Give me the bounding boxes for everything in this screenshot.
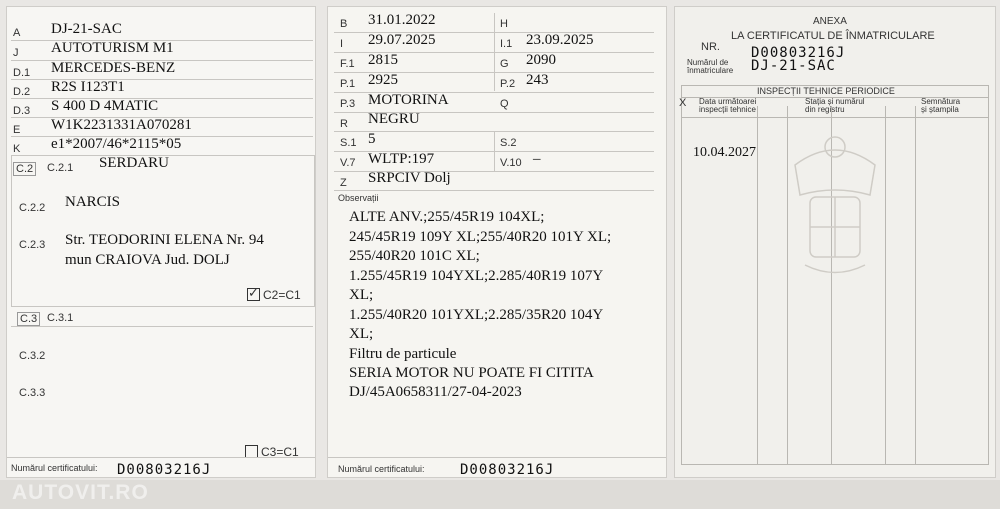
field-g-code: G bbox=[500, 58, 509, 70]
field-c22-value: NARCIS bbox=[65, 194, 121, 210]
field-c22-code: C.2.2 bbox=[19, 202, 46, 214]
field-c33-code: C.3.3 bbox=[19, 387, 46, 399]
field-c23-line2: mun CRAIOVA Jud. DOLJ bbox=[65, 252, 230, 268]
field-d1-code: D.1 bbox=[13, 67, 31, 79]
c3-equals-c1-label: C3=C1 bbox=[261, 445, 299, 459]
observation-line: XL; bbox=[349, 326, 374, 342]
col-next-date-header-1: Data următoarei bbox=[699, 97, 757, 106]
field-c23-line1: Str. TEODORINI ELENA Nr. 94 bbox=[65, 232, 264, 248]
row-divider bbox=[328, 457, 666, 458]
inspection-section-title: INSPECȚII TEHNICE PERIODICE bbox=[757, 86, 895, 96]
field-c21-code: C.2.1 bbox=[47, 162, 74, 174]
registration-middle-page bbox=[327, 6, 667, 478]
field-p2-code: P.2 bbox=[500, 78, 516, 90]
annex-nr-label: NR. bbox=[701, 41, 720, 53]
field-p2-value: 243 bbox=[526, 72, 549, 88]
field-k-value: e1*2007/46*2115*05 bbox=[51, 136, 182, 152]
field-j-value: AUTOTURISM M1 bbox=[51, 40, 174, 56]
annex-nr-value: D00803216J bbox=[751, 45, 846, 61]
field-z-code: Z bbox=[340, 177, 347, 189]
field-v7-code: V.7 bbox=[340, 157, 356, 169]
field-d2-code: D.2 bbox=[13, 86, 31, 98]
field-p1-code: P.1 bbox=[340, 78, 356, 90]
x-label: X bbox=[679, 97, 687, 109]
field-f1-code: F.1 bbox=[340, 58, 355, 70]
observation-line: 1.255/45R19 104YXL;2.285/40R19 107Y bbox=[349, 268, 604, 284]
field-d2-value: R2S I123T1 bbox=[51, 79, 125, 95]
observation-line: SERIA MOTOR NU POATE FI CITITA bbox=[349, 365, 594, 381]
annex-heading: ANEXA bbox=[813, 16, 847, 27]
row-divider bbox=[7, 457, 315, 458]
field-r-value: NEGRU bbox=[368, 111, 420, 127]
field-b-code: B bbox=[340, 18, 348, 30]
field-c31-code: C.3.1 bbox=[47, 312, 74, 324]
field-i-value: 29.07.2025 bbox=[368, 32, 436, 48]
certificate-number-value: D00803216J bbox=[460, 462, 555, 478]
certificate-number-label: Numărul certificatului: bbox=[11, 463, 98, 473]
field-v10-code: V.10 bbox=[500, 157, 522, 169]
holder-section-c2 bbox=[11, 155, 315, 307]
observations-label: Observații bbox=[338, 193, 379, 203]
checkbox-icon bbox=[247, 285, 260, 301]
table-line bbox=[681, 117, 989, 118]
certificate-number-label: Numărul certificatului: bbox=[338, 464, 425, 474]
field-d3-value: S 400 D 4MATIC bbox=[51, 98, 159, 114]
bottom-strip bbox=[0, 480, 1000, 509]
col-next-date-header-2: inspecții tehnice bbox=[699, 105, 756, 114]
field-v10-value: – bbox=[533, 151, 541, 167]
annex-technical-inspections bbox=[674, 6, 996, 478]
field-d1-value: MERCEDES-BENZ bbox=[51, 60, 176, 76]
field-a-value: DJ-21-SAC bbox=[51, 21, 122, 37]
annex-title: LA CERTIFICATUL DE ÎNMATRICULARE bbox=[731, 30, 935, 42]
field-p3-value: MOTORINA bbox=[368, 92, 449, 108]
field-g-value: 2090 bbox=[526, 52, 556, 68]
coat-of-arms-watermark-icon bbox=[775, 125, 895, 285]
col-signature-header-2: și ștampila bbox=[921, 105, 959, 114]
field-c32-code: C.3.2 bbox=[19, 350, 46, 362]
field-a-code: A bbox=[13, 27, 21, 39]
field-p3-code: P.3 bbox=[340, 98, 356, 110]
col-signature-header-1: Semnătura bbox=[921, 97, 961, 106]
field-s1-value: 5 bbox=[368, 131, 376, 147]
col-station-header-2: din registru bbox=[805, 105, 845, 114]
c2-equals-c1-checkbox bbox=[247, 285, 301, 302]
field-c23-code: C.2.3 bbox=[19, 239, 46, 251]
observation-line: Filtru de particule bbox=[349, 346, 457, 362]
column-divider bbox=[494, 13, 495, 91]
next-inspection-date: 10.04.2027 bbox=[693, 145, 756, 160]
field-e-value: W1K2231331A070281 bbox=[51, 117, 192, 133]
field-p1-value: 2925 bbox=[368, 72, 398, 88]
certificate-number-value: D00803216J bbox=[117, 462, 212, 478]
field-i1-value: 23.09.2025 bbox=[526, 32, 594, 48]
field-c21-value: SERDARU bbox=[99, 155, 170, 171]
field-c2-code: C.2 bbox=[13, 162, 36, 176]
row-divider bbox=[334, 190, 654, 191]
field-j-code: J bbox=[13, 47, 19, 59]
field-e-code: E bbox=[13, 124, 21, 136]
field-b-value: 31.01.2022 bbox=[368, 12, 436, 28]
col-station-header-1: Stația și numărul bbox=[805, 97, 865, 106]
c2-equals-c1-label: C2=C1 bbox=[263, 288, 301, 302]
field-z-value: SRPCIV Dolj bbox=[368, 170, 451, 186]
field-f1-value: 2815 bbox=[368, 52, 398, 68]
annex-plate-value: DJ-21-SAC bbox=[751, 58, 836, 74]
plate-label-line1: Numărul de bbox=[687, 58, 729, 67]
row-divider bbox=[11, 326, 313, 327]
observation-line: 1.255/40R20 101YXL;2.285/35R20 104Y bbox=[349, 307, 604, 323]
field-s2-code: S.2 bbox=[500, 137, 517, 149]
field-r-code: R bbox=[340, 118, 348, 130]
field-k-code: K bbox=[13, 143, 21, 155]
table-column-line bbox=[915, 106, 916, 465]
field-d3-code: D.3 bbox=[13, 105, 31, 117]
table-column-line bbox=[757, 106, 758, 465]
field-s1-code: S.1 bbox=[340, 137, 357, 149]
observation-line: DJ/45A0658311/27-04-2023 bbox=[349, 384, 522, 400]
observation-line: 255/40R20 101C XL; bbox=[349, 248, 480, 264]
observation-line: 245/45R19 109Y XL;255/40R20 101Y XL; bbox=[349, 229, 612, 245]
plate-label-line2: înmatriculare bbox=[687, 66, 734, 75]
checkmark-icon: ✓ bbox=[248, 285, 259, 301]
field-q-code: Q bbox=[500, 98, 509, 110]
observation-line: ALTE ANV.;255/45R19 104XL; bbox=[349, 209, 545, 225]
field-i-code: I bbox=[340, 38, 344, 50]
column-divider bbox=[494, 131, 495, 171]
registration-left-page bbox=[6, 6, 316, 478]
field-h-code: H bbox=[500, 18, 508, 30]
field-i1-code: I.1 bbox=[500, 38, 513, 50]
watermark-text: AUTOVIT.RO bbox=[12, 481, 149, 504]
observation-line: XL; bbox=[349, 287, 374, 303]
field-v7-value: WLTP:197 bbox=[368, 151, 435, 167]
field-c3-code: C.3 bbox=[17, 312, 40, 326]
